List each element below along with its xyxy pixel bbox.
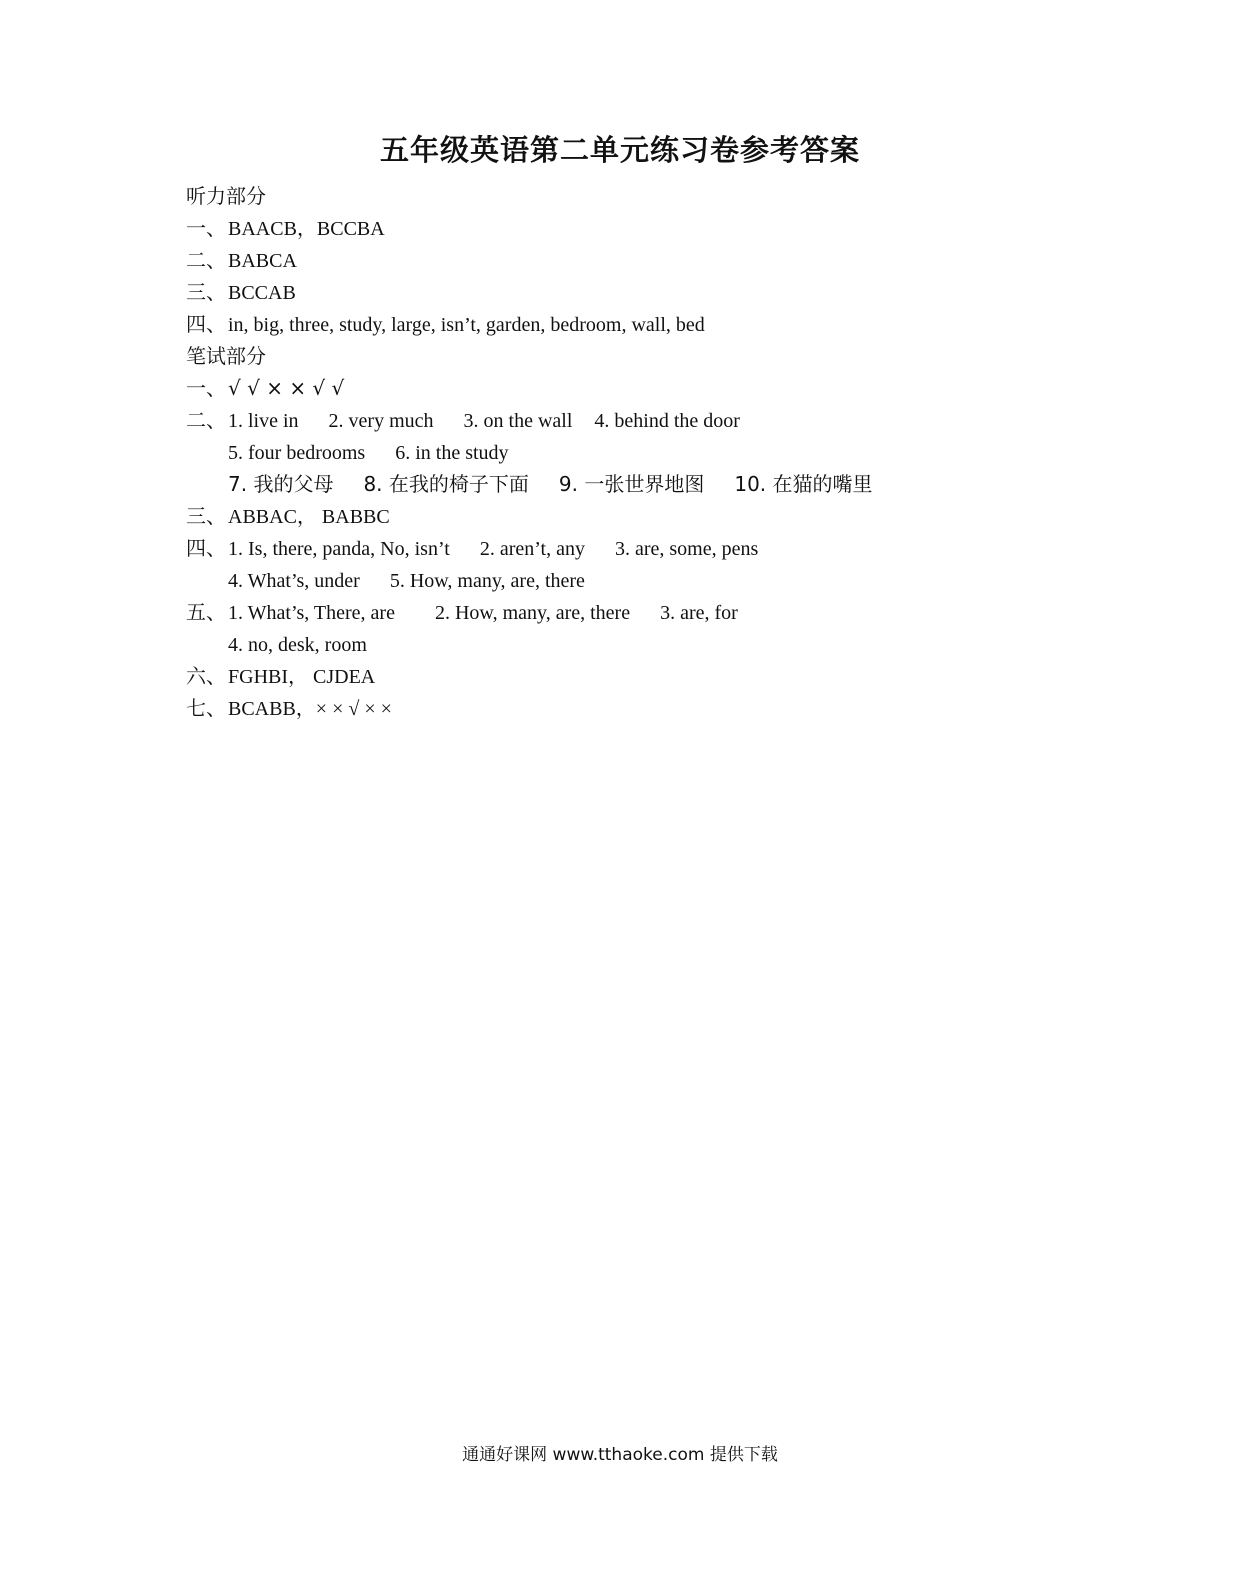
written-q3 — [186, 500, 1186, 532]
written-q5-row2 — [186, 628, 1186, 660]
answer-item: 6. in the study — [395, 442, 509, 464]
answer-item: 2. aren’t, any — [479, 538, 585, 560]
written-q1 — [186, 372, 1186, 404]
question-number: 一、 — [186, 376, 226, 400]
written-q7 — [186, 692, 1186, 724]
answer-item: 1. What’s, There, are — [228, 602, 395, 624]
answer-item: 1. live in — [228, 410, 299, 432]
listening-q4 — [186, 308, 1186, 340]
written-q4-row2 — [186, 564, 1186, 596]
written-section-header: 笔试部分 — [186, 344, 266, 368]
answer-text: BABCA — [228, 250, 297, 272]
answer-item: 5. four bedrooms — [228, 442, 366, 464]
answer-item: 2. very much — [328, 410, 434, 432]
listening-section-header: 听力部分 — [186, 184, 266, 208]
written-q2-row1 — [186, 404, 1186, 436]
question-number: 七、 — [186, 696, 226, 720]
answer-text: FGHBI， CJDEA — [228, 666, 376, 688]
answer-text: BCABB，× × √ × × — [228, 698, 392, 720]
question-number: 二、 — [186, 408, 226, 432]
page-footer: 通通好课网 www.tthaoke.com 提供下载 — [462, 1445, 778, 1465]
listening-q1 — [186, 212, 1186, 244]
written-q5-row1 — [186, 596, 1186, 628]
written-q2-row3 — [186, 468, 1186, 500]
question-number: 二、 — [186, 248, 226, 272]
answer-item: 4. no, desk, room — [228, 634, 367, 656]
answer-item: 1. Is, there, panda, No, isn’t — [228, 538, 450, 560]
answer-item: 3. are, some, pens — [614, 538, 759, 560]
answer-item: 9. 一张世界地图 — [558, 472, 705, 496]
answer-text: BAACB，BCCBA — [228, 218, 385, 240]
page-title: 五年级英语第二单元练习卷参考答案 — [379, 133, 860, 167]
written-q6 — [186, 660, 1186, 692]
question-number: 三、 — [186, 504, 226, 528]
answer-item: 3. are, for — [660, 602, 738, 624]
answer-item: 10. 在猫的嘴里 — [734, 472, 873, 496]
answer-item: 8. 在我的椅子下面 — [363, 472, 529, 496]
written-q2-row2 — [186, 436, 1186, 468]
listening-q2 — [186, 244, 1186, 276]
answer-item: 4. What’s, under — [228, 570, 360, 592]
listening-q3 — [186, 276, 1186, 308]
answer-text: ABBAC， BABBC — [228, 506, 390, 528]
answer-text: in, big, three, study, large, isn’t, garden, bedroom, wall, bed — [228, 314, 705, 336]
answer-content — [186, 180, 1186, 724]
answer-item: 4. behind the door — [594, 410, 740, 432]
answer-item: 5. How, many, are, there — [389, 570, 585, 592]
question-number: 三、 — [186, 280, 226, 304]
question-number: 四、 — [186, 312, 226, 336]
question-number: 一、 — [186, 216, 226, 240]
question-number: 四、 — [186, 536, 226, 560]
written-q4-row1 — [186, 532, 1186, 564]
answer-text: BCCAB — [228, 282, 296, 304]
answer-item: 7. 我的父母 — [228, 472, 334, 496]
answer-text: √ √ × × √ √ — [228, 376, 345, 400]
question-number: 五、 — [186, 600, 226, 624]
question-number: 六、 — [186, 664, 226, 688]
answer-item: 3. on the wall — [463, 410, 573, 432]
answer-item: 2. How, many, are, there — [434, 602, 631, 624]
